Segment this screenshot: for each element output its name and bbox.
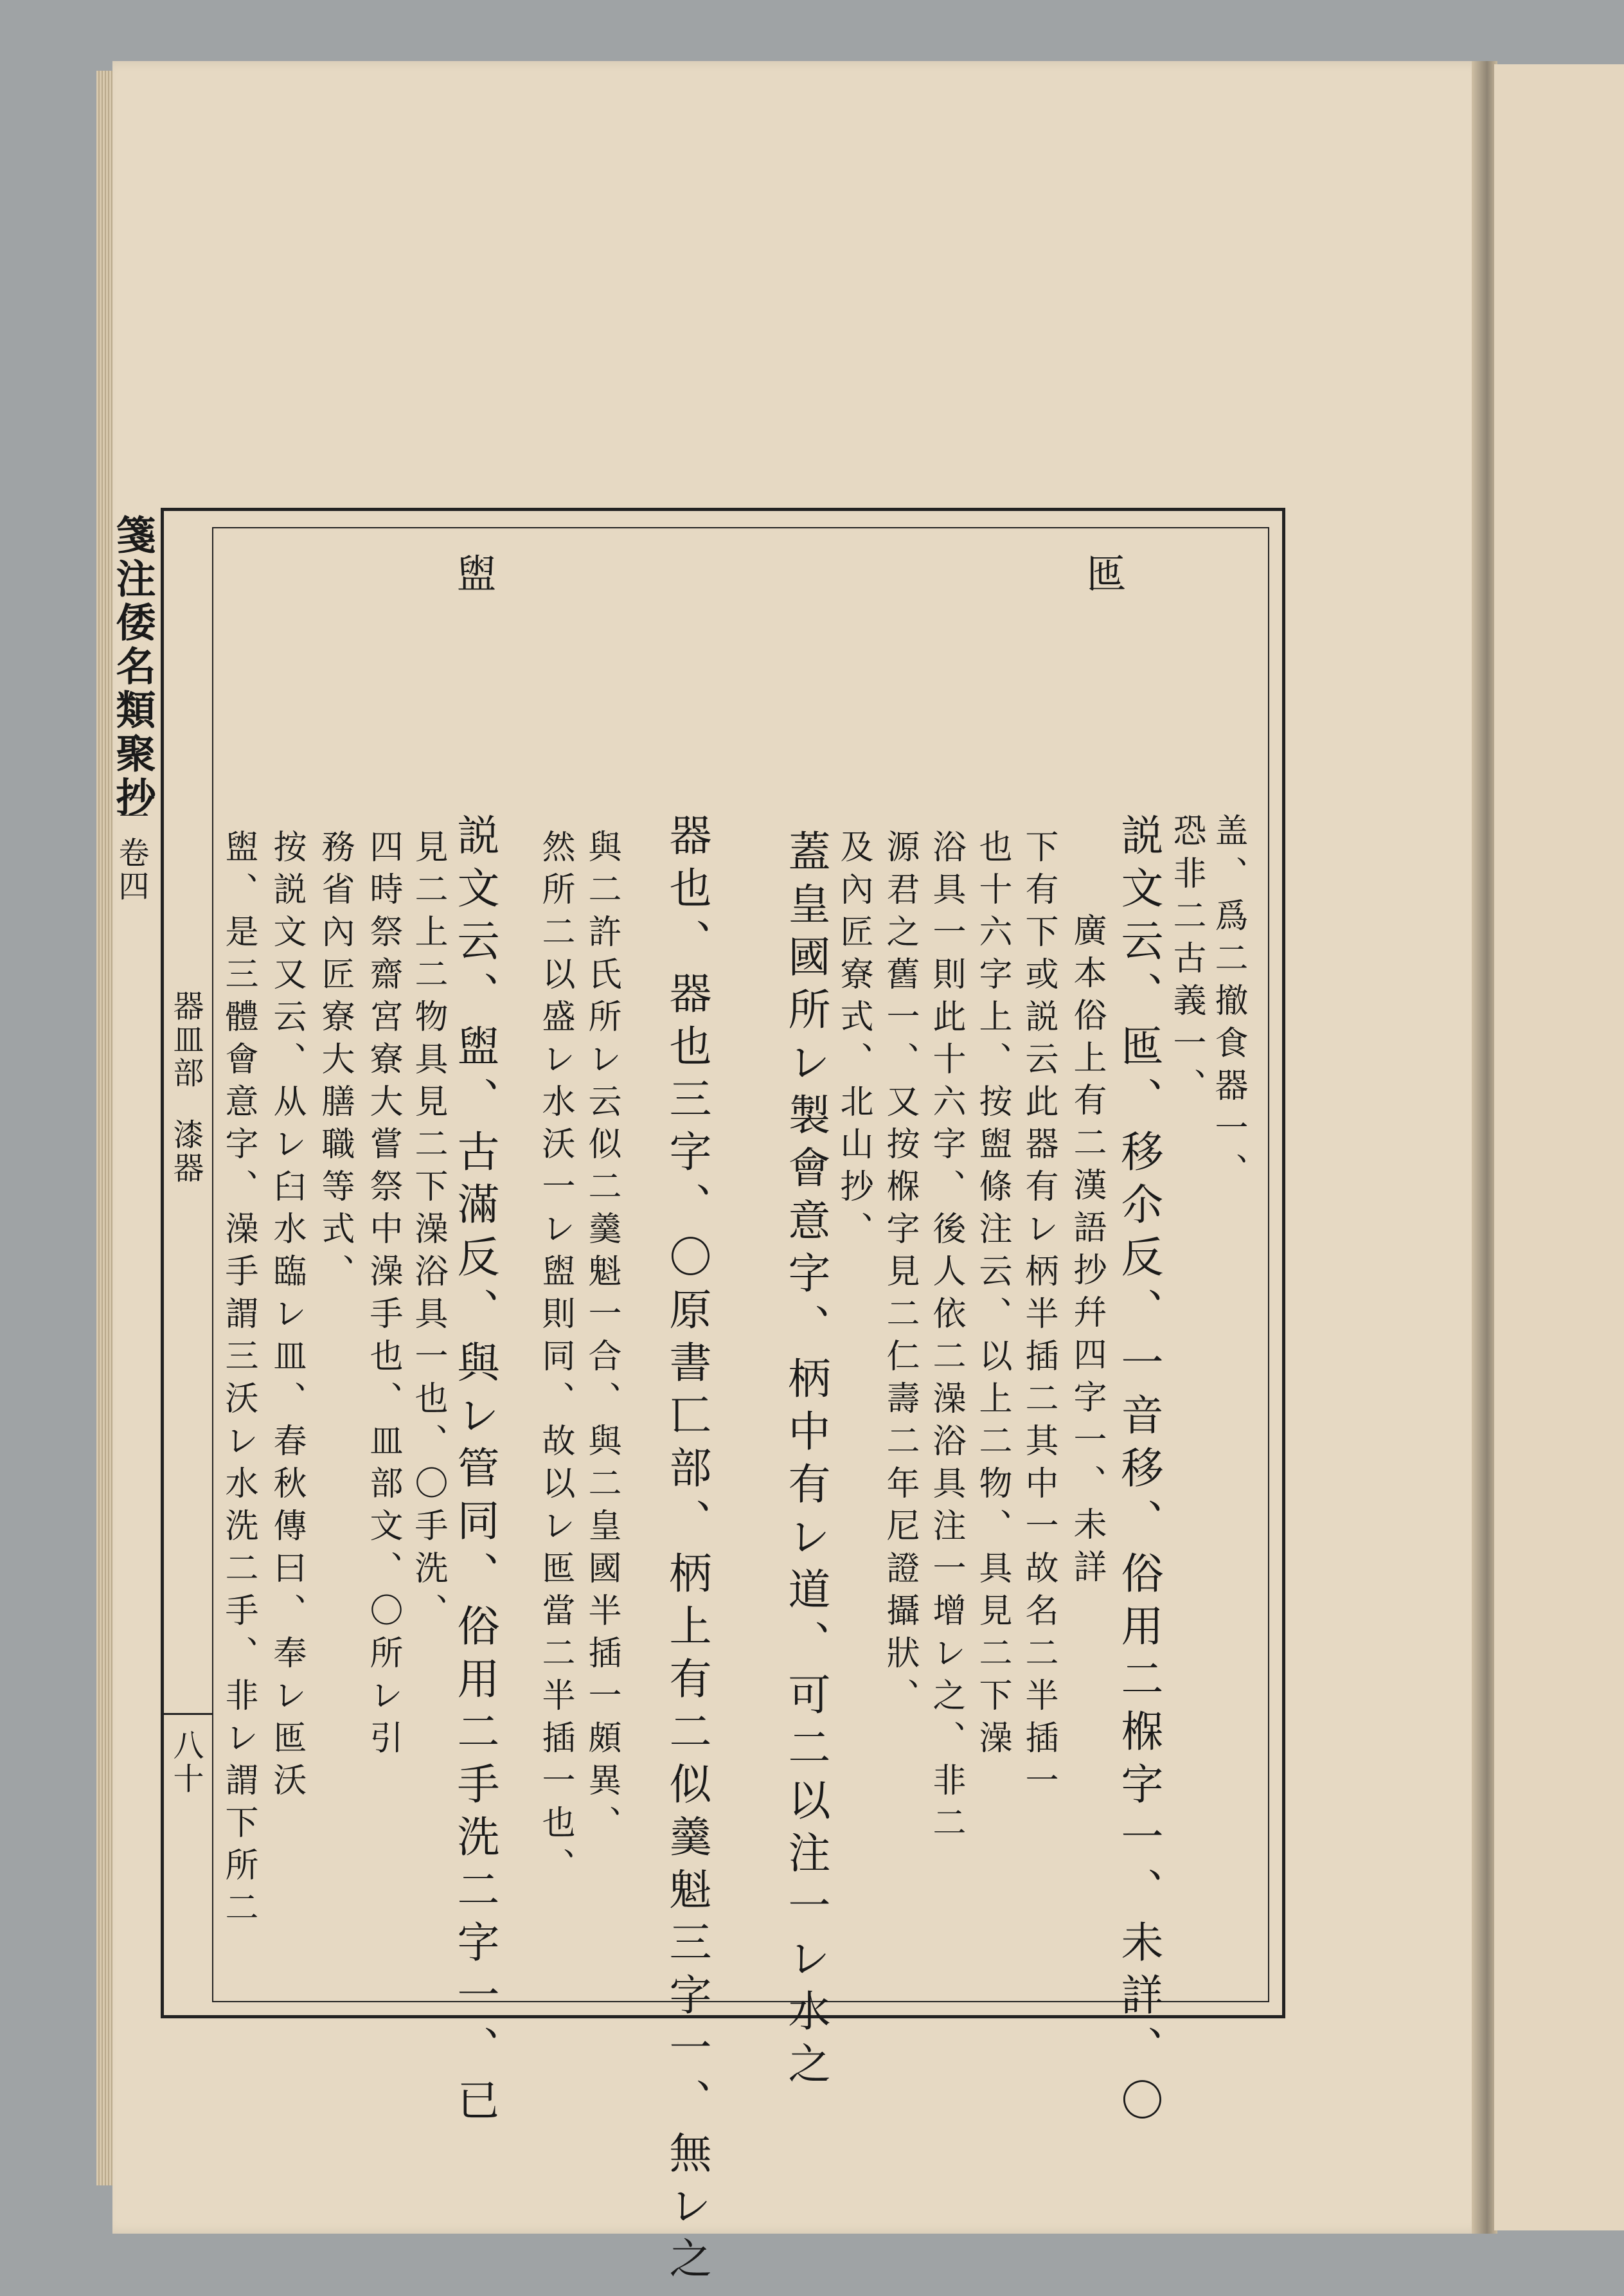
category-label: 漆器 [168, 1118, 204, 1185]
entry-heading-yi: 匜 [1080, 553, 1127, 593]
text-column: 源君之舊一、又按椺字見二仁壽二年尼證攝狀、 [880, 829, 919, 1720]
book-title: 箋注倭名類聚抄 [109, 514, 156, 820]
text-column: 然所二以盛レ水沃一レ盥則同、故以レ匜當二半插一也、 [536, 829, 575, 1890]
text-column: 與二許氏所レ云似二羹魁一合、與二皇國半插一頗異、 [582, 829, 621, 1847]
text-column: 説文云、匜、移尒反、一音移、俗用二椺字一、未詳、〇 [1114, 813, 1163, 2131]
text-column: 盖、爲二撤食器一、 [1209, 813, 1247, 1195]
book-gutter [1472, 61, 1497, 2234]
text-column: 恐非二古義一、 [1167, 813, 1206, 1110]
page-number: 八十 [168, 1729, 204, 1796]
text-column: 説文云、盥、古滿反、與レ管同、俗用二手洗二字一、已 [450, 813, 499, 2131]
entry-heading-guan: 盥 [450, 553, 497, 593]
section-label: 器皿部 [168, 990, 204, 1090]
text-column: 四時祭齋宮寮大嘗祭中澡手也、皿部文、〇所レ引 [364, 829, 402, 1762]
volume-label: 二 卷四 [113, 791, 149, 904]
next-page [1494, 64, 1624, 2230]
text-column: 蓋皇國所レ製會意字、柄中有レ道、可二以注一レ水之 [781, 829, 830, 2094]
text-column: 及內匠寮式、北山抄、 [834, 829, 873, 1253]
text-column: 浴具一則此十六字、後人依二澡浴具注一增レ之、非二 [927, 829, 965, 1847]
text-column: 見二上二物具見二下澡浴具一也、〇手洗、 [409, 829, 447, 1635]
text-column: 也十六字上、按盥條注云、以上二物、具見二下澡 [973, 829, 1012, 1762]
text-column: 務省內匠寮大膳職等式、 [316, 829, 354, 1296]
text-column: 廣本俗上有二漢語抄幷四字一、未詳 [1067, 913, 1106, 1592]
text-column: 按説文又云、从レ臼水臨レ皿、春秋傳曰、奉レ匜沃 [267, 829, 306, 1805]
text-column: 下有下或説云此器有レ柄半插二其中一故名二半插一 [1019, 829, 1058, 1805]
text-column: 器也、器也三字、〇原書匸部、柄上有二似羹魁三字一、無レ之 [662, 813, 711, 2289]
text-column: 盥、是三體會意字、澡手謂三沃レ水洗二手、非レ謂下所二 [219, 829, 258, 1932]
